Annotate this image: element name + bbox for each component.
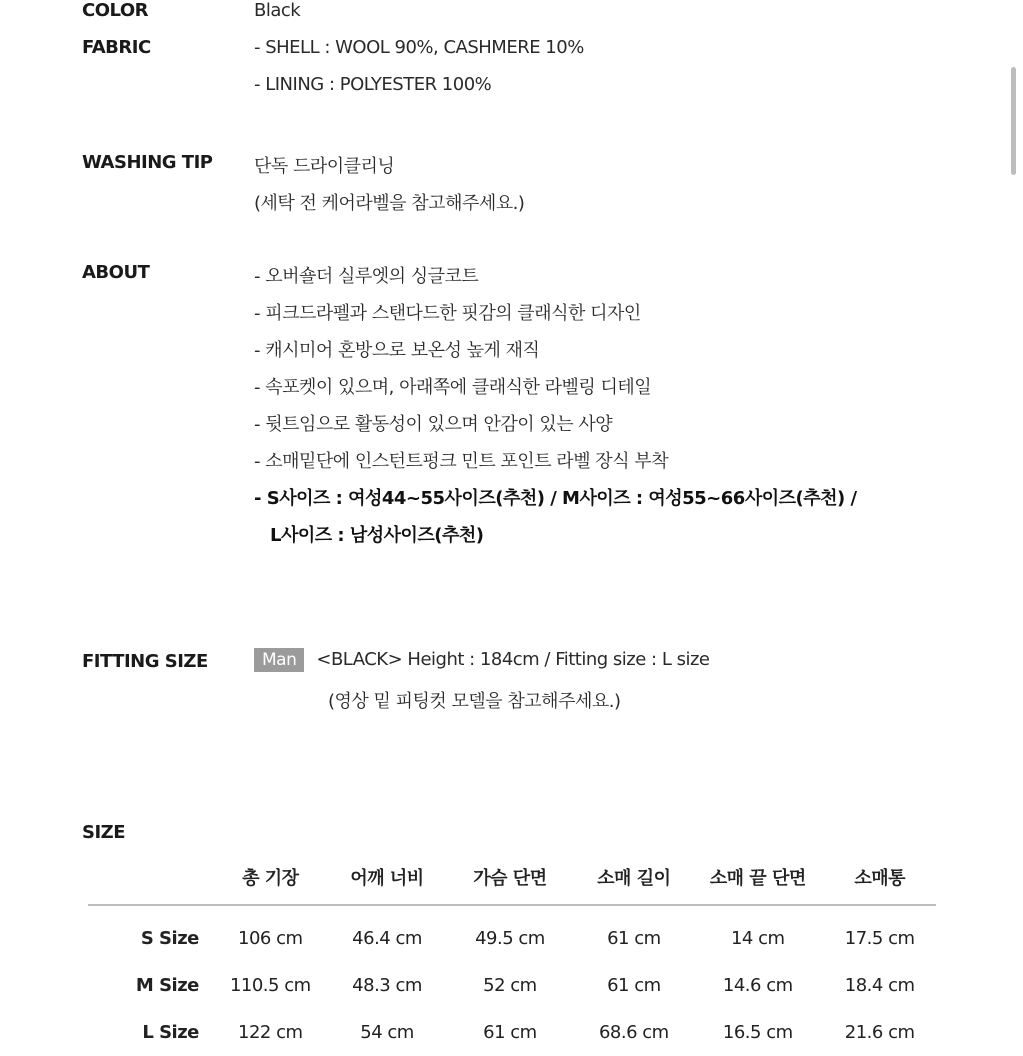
about-line: - 피크드라펠과 스탠다드한 핏감의 클래식한 디자인 (254, 303, 641, 324)
header-cell: 가슴 단면 (444, 850, 575, 905)
fitting-note: (영상 밑 피팅컷 모델을 참고해주세요.) (328, 691, 621, 712)
header-cell: 소매 끝 단면 (692, 850, 823, 905)
table-cell: 14 cm (730, 928, 785, 949)
row-head: M Size (135, 975, 199, 996)
row-head: S Size (140, 928, 199, 949)
table-cell: 106 cm (238, 928, 303, 949)
header-cell: 총 기장 (211, 850, 330, 905)
table-row (88, 1009, 936, 1056)
table-cell: 17.5 cm (844, 928, 915, 949)
table-cell: 49.5 cm (475, 928, 545, 949)
washing-label: WASHING TIP (82, 152, 213, 173)
about-size-recommend-cont: L사이즈 : 남성사이즈(추천) (270, 525, 484, 546)
table-cell: 61 cm (483, 1022, 537, 1043)
header-cell: 소매 길이 (575, 850, 692, 905)
table-row (88, 962, 936, 1009)
table-cell: 48.3 cm (352, 975, 422, 996)
color-label: COLOR (82, 0, 149, 21)
gender-badge: Man (254, 648, 304, 672)
size-table (88, 850, 936, 1056)
table-cell: 18.4 cm (844, 975, 915, 996)
size-table-header (88, 850, 936, 905)
table-row (88, 905, 936, 962)
table-cell: 21.6 cm (844, 1022, 915, 1043)
washing-line: 단독 드라이클리닝 (254, 156, 395, 177)
table-cell: 110.5 cm (229, 975, 311, 996)
about-label: ABOUT (82, 262, 150, 283)
scrollbar-thumb[interactable] (1011, 67, 1016, 175)
table-cell: 61 cm (607, 975, 661, 996)
header-cell: 소매통 (823, 850, 936, 905)
about-size-recommend: - S사이즈 : 여성44~55사이즈(추천) / M사이즈 : 여성55~66사이즈(추천) / (254, 488, 857, 509)
header-cell (88, 850, 211, 905)
table-cell: 14.6 cm (722, 975, 793, 996)
table-cell: 46.4 cm (352, 928, 422, 949)
table-cell: 52 cm (483, 975, 537, 996)
table-cell: 122 cm (238, 1022, 303, 1043)
table-cell: 16.5 cm (722, 1022, 793, 1043)
table-cell: 61 cm (607, 928, 661, 949)
fabric-label: FABRIC (82, 37, 151, 58)
fabric-shell: - SHELL : WOOL 90%, CASHMERE 10% (254, 37, 584, 58)
size-label: SIZE (82, 822, 126, 843)
fitting-label: FITTING SIZE (82, 651, 208, 672)
about-line: - 소매밑단에 인스턴트펑크 민트 포인트 라벨 장식 부착 (254, 451, 669, 472)
table-cell: 54 cm (360, 1022, 414, 1043)
header-cell: 어깨 너비 (330, 850, 445, 905)
fitting-text: <BLACK> Height : 184cm / Fitting size : L size (316, 649, 710, 670)
about-line: - 속포켓이 있으며, 아래쪽에 클래식한 라벨링 디테일 (254, 377, 652, 398)
fitting-info (254, 648, 710, 672)
row-head: L Size (142, 1022, 199, 1043)
fabric-lining: - LINING : POLYESTER 100% (254, 74, 492, 95)
about-line: - 뒷트임으로 활동성이 있으며 안감이 있는 사양 (254, 414, 613, 435)
color-value: Black (254, 0, 301, 21)
washing-note: (세탁 전 케어라벨을 참고해주세요.) (254, 193, 525, 214)
about-line: - 캐시미어 혼방으로 보온성 높게 재직 (254, 340, 540, 361)
table-cell: 68.6 cm (598, 1022, 669, 1043)
about-line: - 오버숄더 실루엣의 싱글코트 (254, 266, 479, 287)
